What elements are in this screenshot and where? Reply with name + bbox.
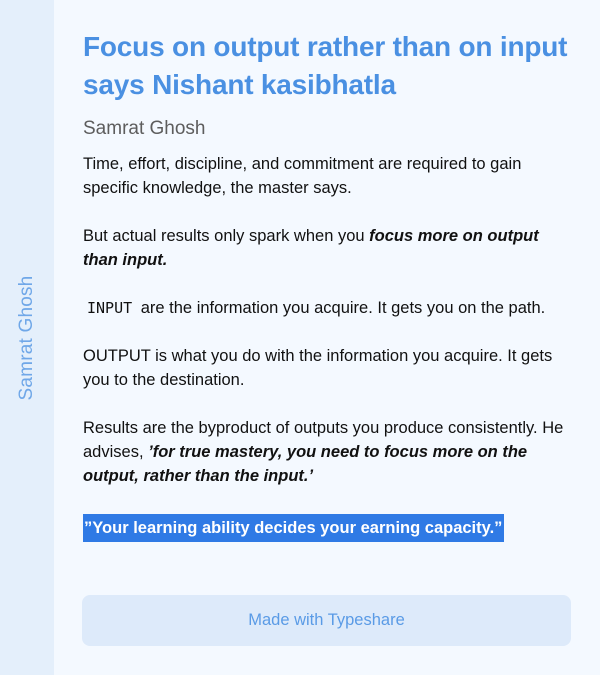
paragraph-3 <box>83 296 573 320</box>
highlighted-quote: ”Your learning ability decides your earning capacity.” <box>83 514 504 542</box>
post-title: Focus on output rather than on input says Nishant kasibhatla <box>83 31 568 100</box>
input-code-term: INPUT <box>87 299 133 317</box>
sidebar <box>0 0 54 675</box>
post-author: Samrat Ghosh <box>83 118 206 139</box>
paragraph-2-text: But actual results only spark when you <box>83 227 370 245</box>
post-card <box>54 0 600 675</box>
paragraph-5 <box>83 416 573 488</box>
post-content <box>83 28 573 542</box>
paragraph-4: OUTPUT is what you do with the information you acquire. It gets you to the destination. <box>83 347 553 389</box>
paragraph-3-text: are the information you acquire. It gets you on the path. <box>136 299 546 317</box>
made-with-typeshare-button[interactable]: Made with Typeshare <box>82 595 571 646</box>
paragraph-2-emphasis: focus more on output than input. <box>83 227 539 269</box>
paragraph-5-text: Results are the byproduct of outputs you produce consistently. He advises, <box>83 419 564 461</box>
paragraph-1: Time, effort, discipline, and commitment are required to gain specific knowledge, the master says. <box>83 155 522 197</box>
paragraph-2 <box>83 224 573 272</box>
paragraph-5-emphasis: ’for true mastery, you need to focus more on the output, rather than the input.’ <box>83 443 528 485</box>
sidebar-author-label: Samrat Ghosh <box>16 275 37 401</box>
